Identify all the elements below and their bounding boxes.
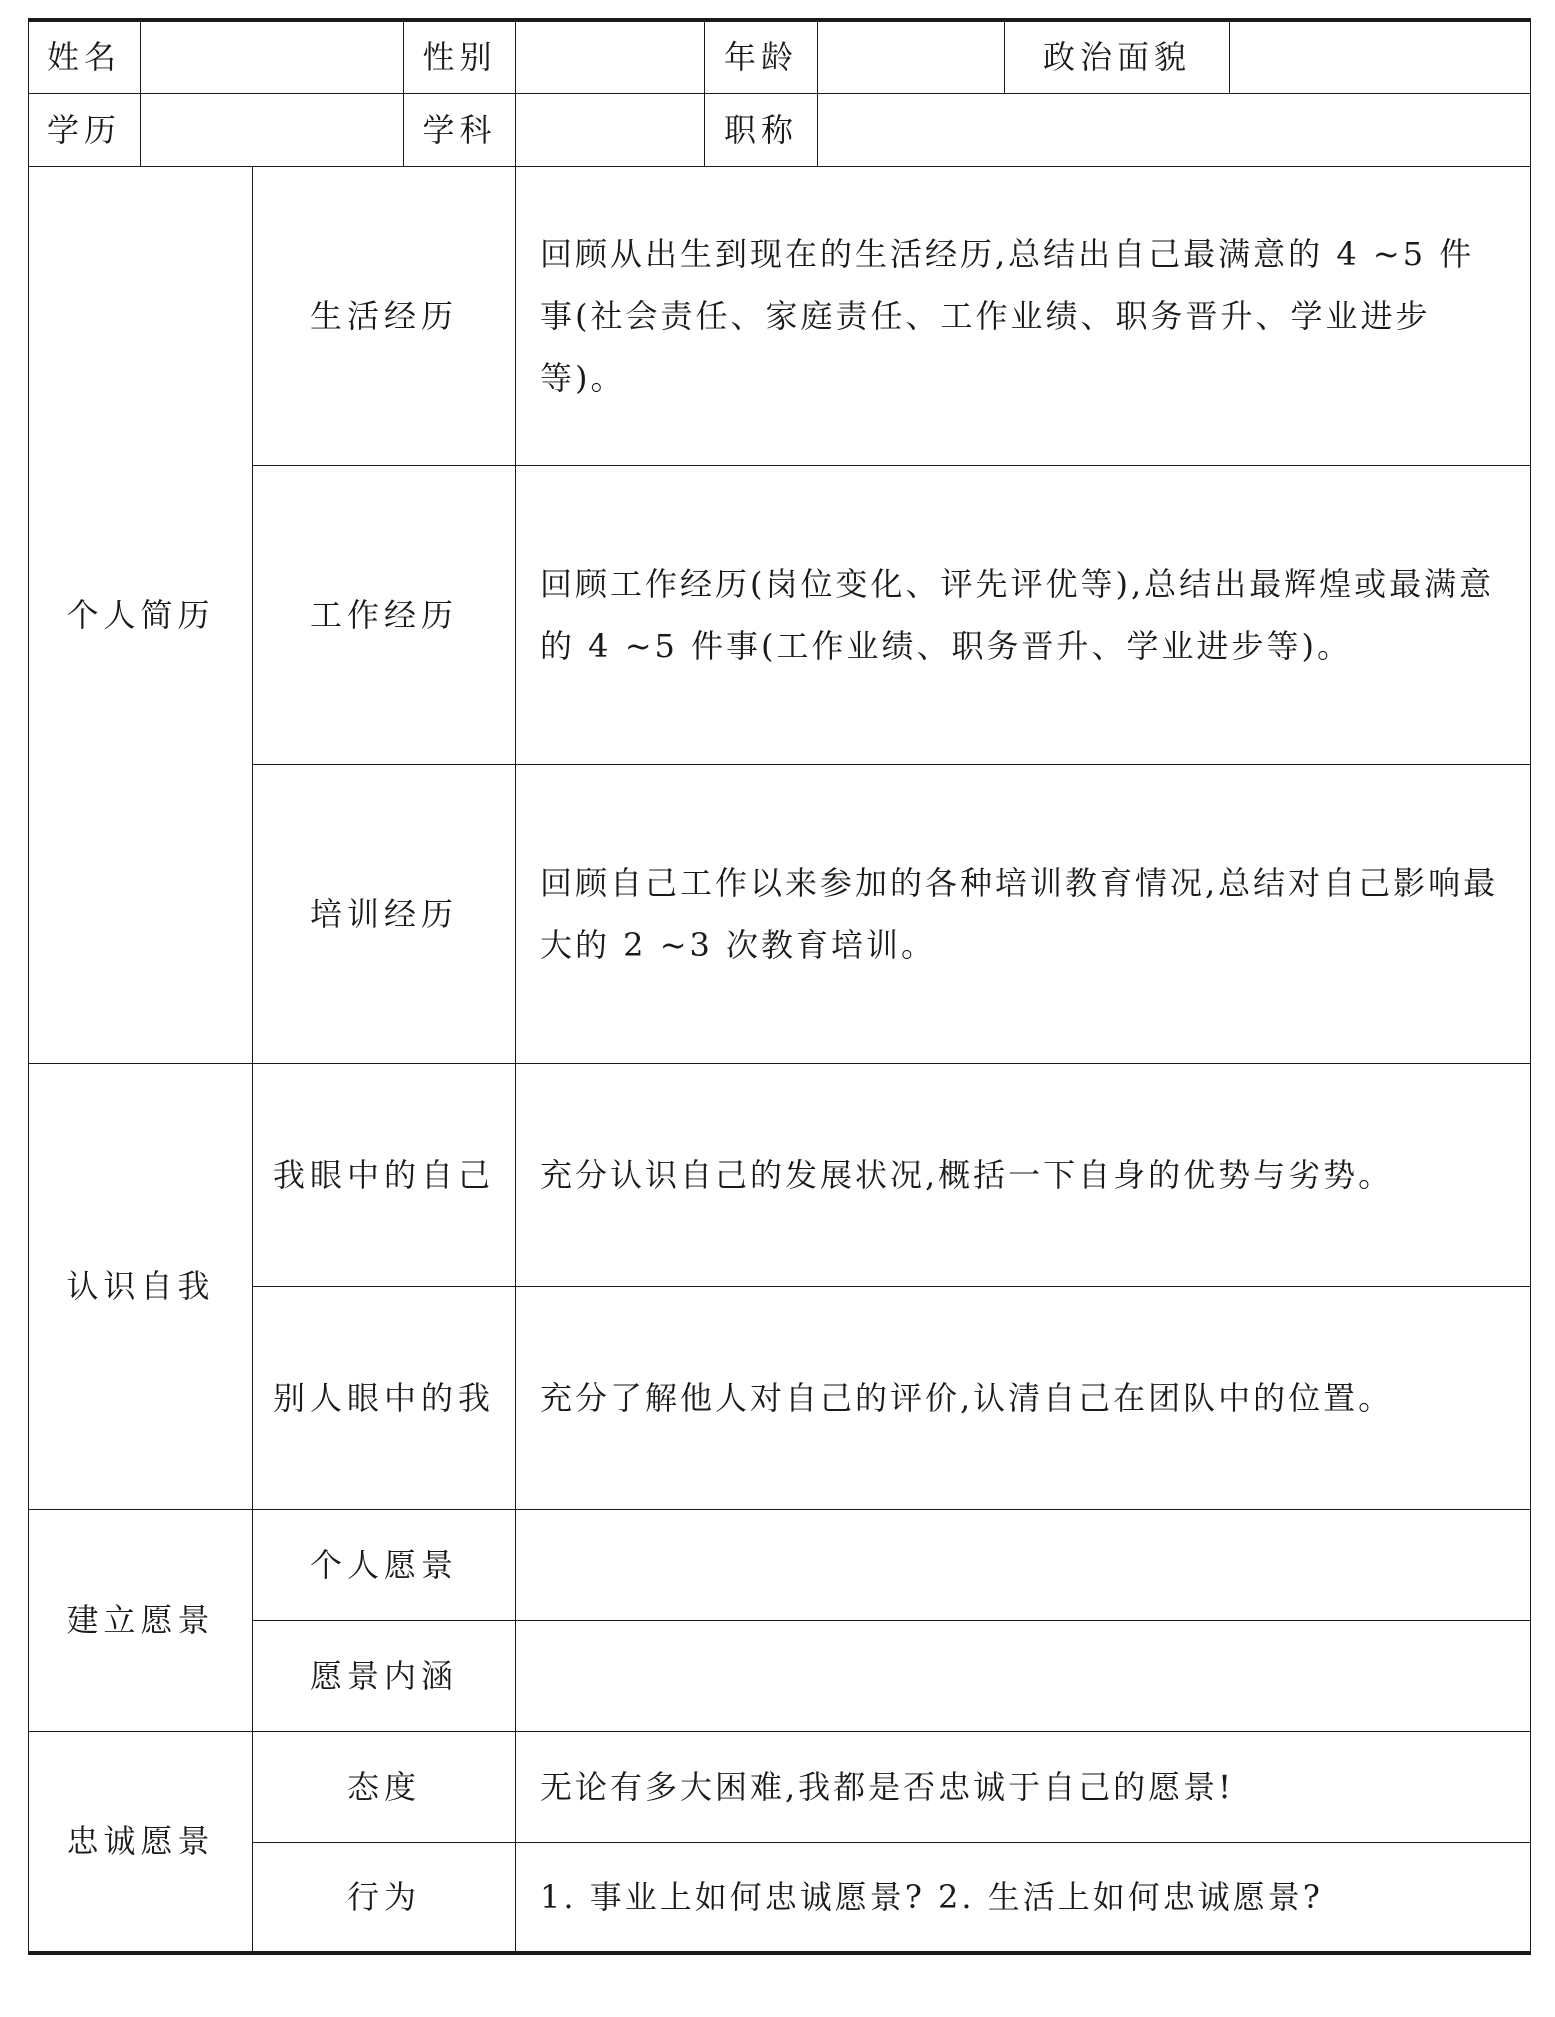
personal-vision-field[interactable] (516, 1509, 1531, 1620)
others-view-label: 别人眼中的我 (253, 1286, 516, 1509)
self-row-others-view (29, 1286, 1531, 1509)
resume-row-life (29, 166, 1531, 465)
personal-vision-label: 个人愿景 (253, 1509, 516, 1620)
title-label: 职称 (705, 93, 818, 166)
life-experience-label: 生活经历 (253, 166, 516, 465)
loyal-row-attitude (29, 1731, 1531, 1842)
education-field[interactable] (141, 93, 404, 166)
gender-field[interactable] (516, 20, 705, 93)
vision-row-personal (29, 1509, 1531, 1620)
gender-label: 性别 (404, 20, 516, 93)
politics-label: 政治面貌 (1005, 20, 1230, 93)
training-experience-text[interactable]: 回顾自己工作以来参加的各种培训教育情况,总结对自己影响最大的 2 ~3 次教育培训。 (516, 764, 1531, 1063)
vision-meaning-field[interactable] (516, 1620, 1531, 1731)
behavior-label: 行为 (253, 1842, 516, 1953)
vision-section-label: 建立愿景 (29, 1509, 253, 1731)
attitude-label: 态度 (253, 1731, 516, 1842)
training-experience-label: 培训经历 (253, 764, 516, 1063)
basic-info-row-2 (29, 93, 1531, 166)
behavior-text[interactable]: 1. 事业上如何忠诚愿景? 2. 生活上如何忠诚愿景? (516, 1842, 1531, 1953)
vision-row-meaning (29, 1620, 1531, 1731)
loyal-row-behavior (29, 1842, 1531, 1953)
others-view-text[interactable]: 充分了解他人对自己的评价,认清自己在团队中的位置。 (516, 1286, 1531, 1509)
work-experience-label: 工作经历 (253, 465, 516, 764)
resume-row-work (29, 465, 1531, 764)
attitude-text[interactable]: 无论有多大困难,我都是否忠诚于自己的愿景! (516, 1731, 1531, 1842)
subject-label: 学科 (404, 93, 516, 166)
name-label: 姓名 (29, 20, 141, 93)
self-section-label: 认识自我 (29, 1063, 253, 1509)
politics-field[interactable] (1230, 20, 1531, 93)
resume-section-label: 个人简历 (29, 166, 253, 1063)
resume-row-training (29, 764, 1531, 1063)
title-field[interactable] (818, 93, 1531, 166)
life-experience-text[interactable]: 回顾从出生到现在的生活经历,总结出自己最满意的 4 ~5 件事(社会责任、家庭责任、工作业绩、职务晋升、学业进步等)。 (516, 166, 1531, 465)
name-field[interactable] (141, 20, 404, 93)
own-view-text[interactable]: 充分认识自己的发展状况,概括一下自身的优势与劣势。 (516, 1063, 1531, 1286)
basic-info-row-1 (29, 20, 1531, 93)
vision-meaning-label: 愿景内涵 (253, 1620, 516, 1731)
self-row-own-view (29, 1063, 1531, 1286)
subject-field[interactable] (516, 93, 705, 166)
age-field[interactable] (818, 20, 1005, 93)
work-experience-text[interactable]: 回顾工作经历(岗位变化、评先评优等),总结出最辉煌或最满意的 4 ~5 件事(工作业绩、职务晋升、学业进步等)。 (516, 465, 1531, 764)
age-label: 年龄 (705, 20, 818, 93)
own-view-label: 我眼中的自己 (253, 1063, 516, 1286)
loyal-section-label: 忠诚愿景 (29, 1731, 253, 1953)
development-plan-form (28, 18, 1531, 1955)
education-label: 学历 (29, 93, 141, 166)
